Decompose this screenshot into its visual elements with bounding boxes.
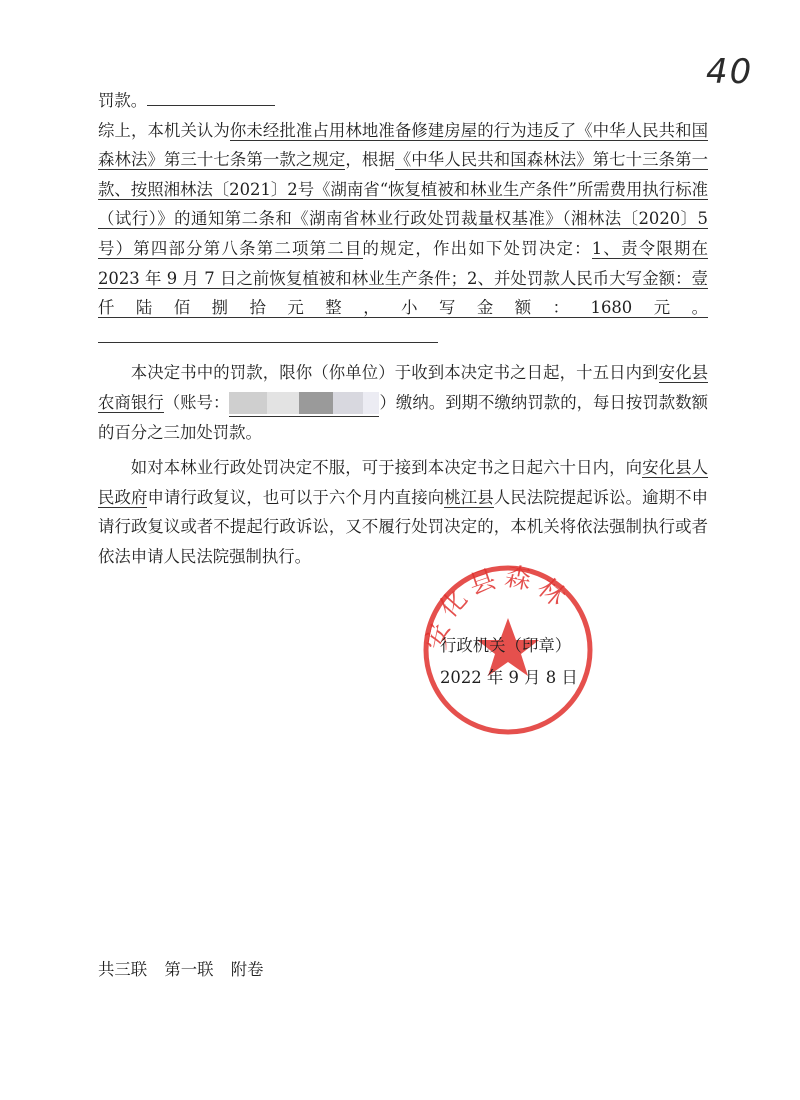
blank-line xyxy=(147,89,275,106)
payment-deadline-text: 缴纳。到期不缴纳罚款的，每日按罚款数额的百分之三加处罚款。 xyxy=(98,392,709,442)
signature-block xyxy=(440,630,578,694)
basis-tail: 的规定，作出如下处罚决定： xyxy=(362,238,592,258)
account-label: （账号： xyxy=(163,392,230,412)
basis-lead: ，根据 xyxy=(345,150,395,170)
redacted-account xyxy=(229,390,379,417)
issue-date: 2022 年 9 月 8 日 xyxy=(440,668,578,687)
penalty-decision: 1、责令限期在 2023 年 9 月 7 日之前恢复植被和林业生产条件；2、并处罚款人民币大写金额：壹仟陆佰捌拾元整，小写金额：1680元。 xyxy=(98,238,708,318)
violation-text: 你未经批准占用林地准备修建房屋的行为违反了《中华人民共和国森林法》第三十七条第一款之规定 xyxy=(98,120,709,170)
court-name: 桃江县 xyxy=(444,487,494,507)
legal-basis: 《中华人民共和国森林法》第七十三条第一款、按照湘林法〔2021〕2号《湖南省“恢复植被和林业生产条件”所需费用执行标准（试行）》的通知第二条和《湖南省林业行政处罚裁量权基准》（湘林法〔2020〕5号）第四部分第八条第二项第二目 xyxy=(98,150,709,258)
bank-name: 安化县农商银行 xyxy=(98,363,709,412)
conclusion-paragraph xyxy=(98,116,708,353)
page-number: 40 xyxy=(706,52,754,92)
account-close: ） xyxy=(379,392,396,412)
appeal-text-2: 申请行政复议，也可以于六个月内直接向 xyxy=(147,487,445,507)
appeal-paragraph xyxy=(98,453,708,571)
decision-body xyxy=(98,86,708,572)
archive-label: 附卷 xyxy=(230,960,264,979)
conclusion-lead: 综上，本机关认为 xyxy=(98,120,230,140)
intro-line xyxy=(98,86,708,116)
payment-paragraph xyxy=(98,358,708,447)
copy-footer xyxy=(98,956,276,980)
appeal-text-3: 人民法院提起诉讼。逾期不申请行政复议或者不提起行政诉讼，又不履行处罚决定的，本机关将依法强制执行或者依法申请人民法院强制执行。 xyxy=(98,487,709,566)
seal-text: 安化县森林 xyxy=(421,561,576,653)
review-authority: 安化县人民政府 xyxy=(98,458,708,507)
appeal-text: 如对本林业行政处罚决定不服，可于接到本决定书之日起六十日内，向 xyxy=(130,458,643,478)
copy-number: 第一联 xyxy=(164,960,214,979)
payment-text: 本决定书中的罚款，限你（你单位）于收到本决定书之日起，十五日内到 xyxy=(130,363,659,383)
blank-line xyxy=(98,325,438,342)
issuing-authority: 行政机关（印章） xyxy=(440,636,572,655)
copies-total: 共三联 xyxy=(98,960,148,979)
fine-label: 罚款。 xyxy=(98,91,148,110)
